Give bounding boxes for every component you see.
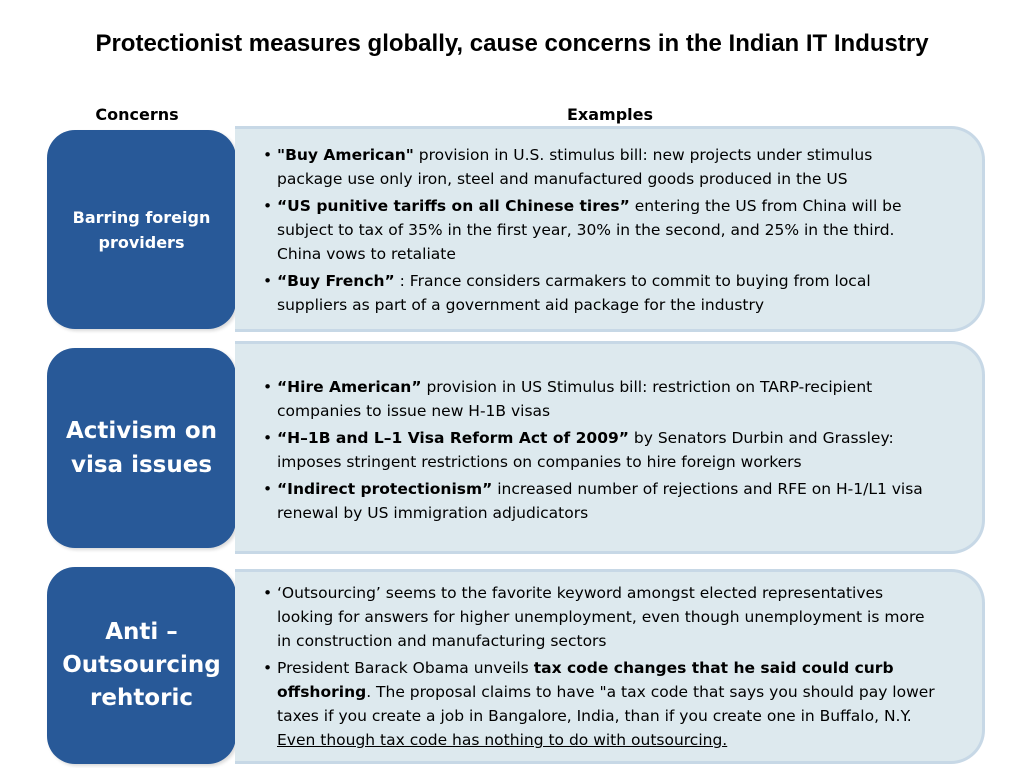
example-bullet: • ‘Outsourcing’ seems to the favorite keyword amongst elected representatives looking for answers for higher unemployment, even though unemployment is more in construction and manufacturing sectors — [261, 581, 942, 653]
example-bullet: • President Barack Obama unveils tax code changes that he said could curb offshoring. The proposal claims to have "a tax code that says you should pay lower taxes if you create a job in Bangalore, India, than if you create one in Buffalo, N.Y. Even though tax code has nothing to do with outsourcing. — [261, 656, 942, 752]
example-bullet: • "Buy American" provision in U.S. stimulus bill: new projects under stimulus package use only iron, steel and manufactured goods produced in the US — [261, 143, 942, 191]
concern-label: Barring foreign providers — [72, 207, 211, 252]
example-bullet: • “Hire American” provision in US Stimulus bill: restriction on TARP-recipient companies to issue new H-1B visas — [261, 375, 942, 423]
example-bullet: • “Buy French” : France considers carmakers to commit to buying from local suppliers as part of a government aid package for the industry — [261, 269, 942, 317]
example-bullet: • “Indirect protectionism” increased number of rejections and RFE on H-1/L1 visa renewal by US immigration adjudicators — [261, 477, 942, 525]
example-bullet: • “H–1B and L–1 Visa Reform Act of 2009” by Senators Durbin and Grassley: imposes stringent restrictions on companies to hire foreign workers — [261, 426, 942, 474]
examples-box-anti-outsourcing-rhetoric — [235, 569, 985, 764]
example-bullet: • “US punitive tariffs on all Chinese tires” entering the US from China will be subject to tax of 35% in the first year, 30% in the second, and 25% in the third. China vows to retaliate — [261, 194, 942, 266]
concern-box-activism-on-visa-issues — [47, 348, 236, 548]
concerns-header: Concerns — [95, 105, 179, 124]
examples-box-activism-on-visa-issues — [235, 341, 985, 554]
examples-header: Examples — [566, 105, 654, 124]
examples-box-barring-foreign-providers — [235, 126, 985, 332]
concern-label: Anti – Outsourcing rehtoric — [62, 619, 221, 711]
concern-box-barring-foreign-providers — [47, 130, 236, 329]
page-title: Protectionist measures globally, cause concerns in the Indian IT Industry — [95, 30, 929, 57]
concern-box-anti-outsourcing-rhetoric — [47, 567, 236, 764]
concern-label: Activism on visa issues — [65, 418, 218, 478]
